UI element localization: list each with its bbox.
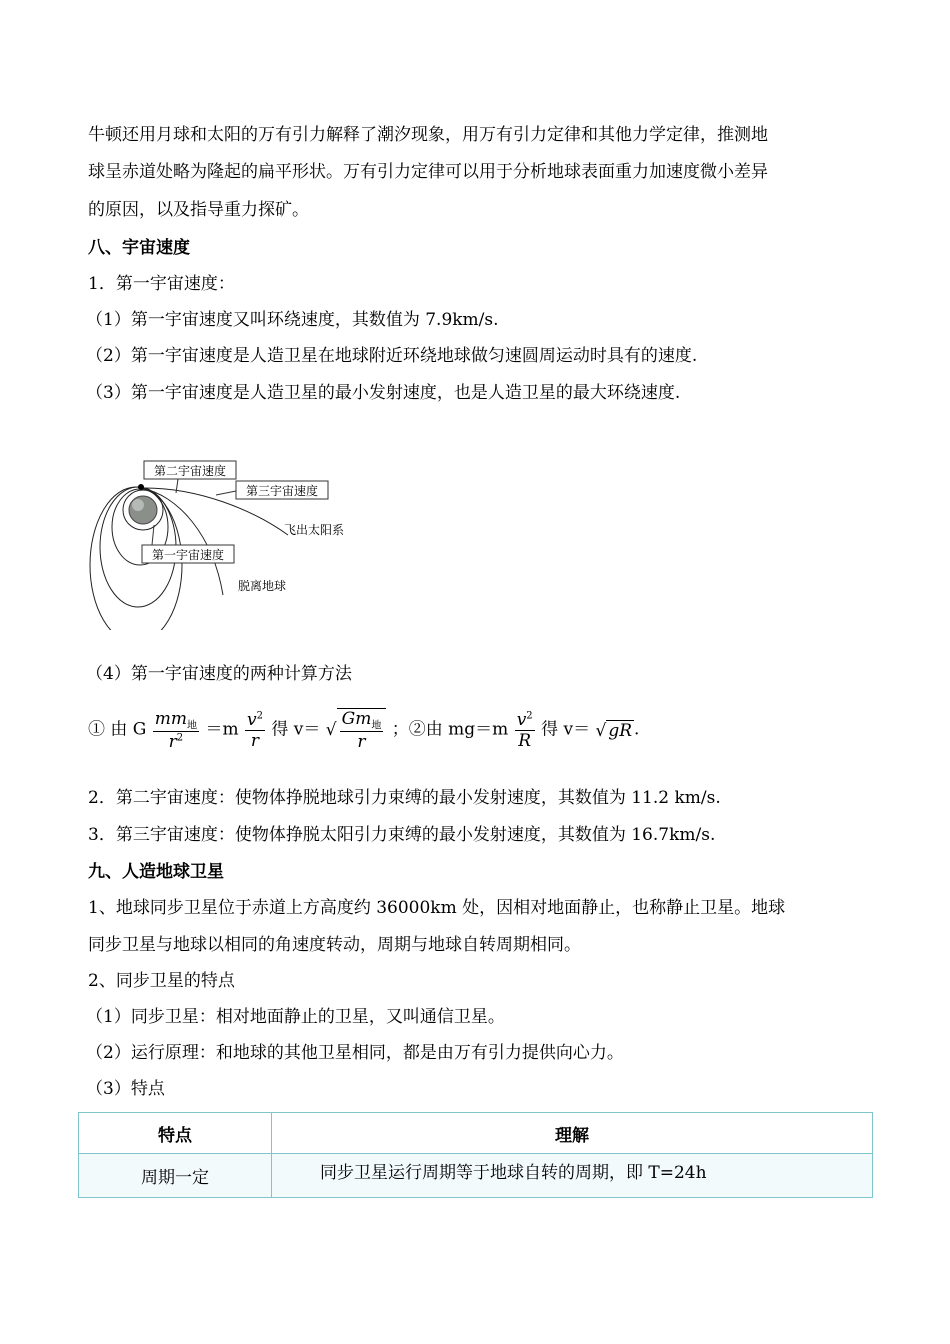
section9-sub3: （3）特点 xyxy=(86,1079,165,1099)
table-header-feature: 特点 xyxy=(79,1113,272,1154)
section8-point3: （3）第一宇宙速度是人造卫星的最小发射速度，也是人造卫星的最大环绕速度. xyxy=(86,383,681,403)
section9-item1-line1: 1、地球同步卫星位于赤道上方高度约 36000km 处，因相对地面静止，也称静止卫星。地球 xyxy=(88,898,786,918)
fraction-mg: $\frac{v^2}{R}$ xyxy=(516,709,533,751)
cosmic-velocity-diagram xyxy=(88,455,368,630)
section8-item3: 3．第三宇宙速度：使物体挣脱太阳引力束缚的最小发射速度，其数值为 16.7km/s. xyxy=(88,825,716,845)
velocity-formula: ① 由 G $\frac{mm_地}{r^2}$ ＝m $\frac{v^2}{r}$ 得 v＝ √ $\frac{Gm_地}{r}$ ；②由 mg＝m $\frac{v^2}{R}$ 得 v＝ √ gR . xyxy=(88,708,640,753)
table-row xyxy=(79,1154,873,1198)
earth-icon xyxy=(129,496,157,524)
label-second-velocity: 第二宇宙速度 xyxy=(153,464,227,478)
section9-item2: 2、同步卫星的特点 xyxy=(88,971,235,991)
intro-line-3: 的原因，以及指导重力探矿。 xyxy=(88,200,309,220)
section8-point1: （1）第一宇宙速度又叫环绕速度，其数值为 7.9km/s. xyxy=(86,310,499,330)
table-cell-feature: 周期一定 xyxy=(79,1154,272,1198)
table-header-understanding: 理解 xyxy=(272,1113,873,1154)
label-escape-earth: 脱离地球 xyxy=(238,579,287,593)
sqrt-gm-over-r: √ $\frac{Gm_地}{r}$ xyxy=(326,708,387,752)
sqrt-gr: √ gR xyxy=(595,720,633,741)
section8-point4: （4）第一宇宙速度的两种计算方法 xyxy=(86,664,352,684)
section8-point2: （2）第一宇宙速度是人造卫星在地球附近环绕地球做匀速圆周运动时具有的速度. xyxy=(86,346,698,366)
fraction-centripetal: $\frac{v^2}{r}$ xyxy=(246,709,263,751)
section9-sub2: （2）运行原理：和地球的其他卫星相同，都是由万有引力提供向心力。 xyxy=(86,1043,624,1063)
section8-heading: 八、宇宙速度 xyxy=(88,238,190,258)
table-header-row xyxy=(79,1113,873,1154)
fraction-gravity: $\frac{mm_地}{r^2}$ xyxy=(154,708,198,752)
launch-point xyxy=(138,484,144,490)
intro-line-1: 牛顿还用月球和太阳的万有引力解释了潮汐现象，用万有引力定律和其他力学定律，推测地 xyxy=(88,125,768,145)
section9-heading: 九、人造地球卫星 xyxy=(88,862,224,882)
intro-line-2: 球呈赤道处略为隆起的扁平形状。万有引力定律可以用于分析地球表面重力加速度微小差异 xyxy=(88,162,768,182)
section9-sub1: （1）同步卫星：相对地面静止的卫星，又叫通信卫星。 xyxy=(86,1007,505,1027)
features-table xyxy=(78,1112,873,1198)
section8-item2: 2．第二宇宙速度：使物体挣脱地球引力束缚的最小发射速度，其数值为 11.2 km/s. xyxy=(88,788,721,808)
label-first-velocity: 第一宇宙速度 xyxy=(151,548,225,562)
section8-item1: 1．第一宇宙速度： xyxy=(88,274,235,294)
label-third-velocity: 第三宇宙速度 xyxy=(245,484,319,498)
table-cell-understanding: 同步卫星运行周期等于地球自转的周期，即 T=24h xyxy=(272,1154,873,1198)
label-leave-solar-system: 飞出太阳系 xyxy=(284,523,345,537)
section9-item1-line2: 同步卫星与地球以相同的角速度转动，周期与地球自转周期相同。 xyxy=(88,935,581,955)
